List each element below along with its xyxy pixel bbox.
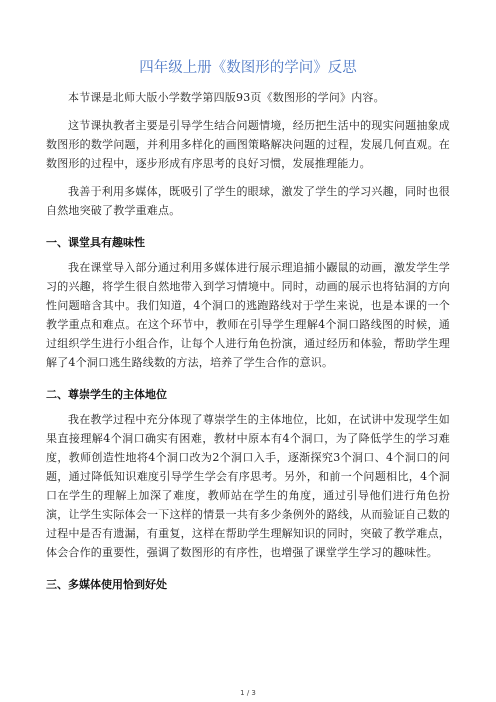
section-heading: 二、尊崇学生的主体地位 bbox=[46, 388, 167, 401]
intro-paragraph: 这节课执教者主要是引导学生结合问题情境，经历把生活中的现实问题抽象成数图形的数学问题，并利用多样化的画图策略解决问题的过程，发展几何直观。在数图形的过程中，逐步形成有序思考的良好习惯，发展推理能力。 bbox=[46, 119, 450, 170]
document-body bbox=[46, 58, 450, 600]
section-heading: 一、课堂具有趣味性 bbox=[46, 236, 145, 249]
intro-paragraph: 我善于利用多媒体，既吸引了学生的眼球，激发了学生的学习兴趣，同时也很自然地突破了教学重难点。 bbox=[46, 185, 450, 217]
intro-paragraph: 本节课是北师大版小学数学第四版93页《数图形的学问》内容。 bbox=[68, 91, 385, 104]
section-paragraph: 我在教学过程中充分体现了尊崇学生的主体地位，比如，在试讲中发现学生如果直接理解4个洞口确实有困难，教材中原本有4个洞口，为了降低学生的学习难度，教师创造性地将4个洞口改为2个洞口入手，逐渐探究3个洞口、4个洞口的问题，通过降低知识难度引导学生学会有序思考。另外，和前一个问题相比，4个洞口在学生的理解上加深了难度，教师站在学生的角度，通过引导他们进行角色扮演，让学生实际体会一下这样的情景一共有多少条例外的路线，从而验证自己数的过程中是否有遗漏，有重复，这样在帮助学生理解知识的同时，突破了教学难点，体会合作的重要性，强调了数图形的有序性，也增强了课堂学生学习的趣味性。 bbox=[46, 413, 450, 559]
section-heading: 三、多媒体使用恰到好处 bbox=[46, 578, 167, 591]
section-paragraph: 我在课堂导入部分通过利用多媒体进行展示理追捕小鼹鼠的动画，激发学生学习的兴趣，将学生很自然地带入到学习情境中。同时，动画的展示也将钻洞的方向性问题暗含其中。我们知道，4个洞口的逃跑路线对于学生来说，也是本课的一个教学重点和难点。在这个环节中，教师在引导学生理解4个洞口路线图的时候，通过组织学生进行小组合作，让每个人进行角色扮演，通过经历和体验，帮助学生理解了4个洞口逃生路线数的方法，培养了学生合作的意识。 bbox=[46, 261, 450, 369]
document-title: 四年级上册《数图形的学问》反思 bbox=[139, 60, 357, 76]
page-number: 1 / 3 bbox=[240, 689, 256, 697]
